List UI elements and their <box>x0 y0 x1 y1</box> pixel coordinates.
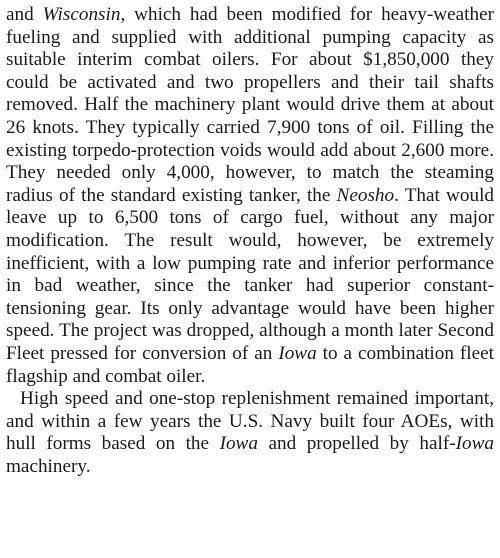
text-segment: , which had been modified for heavy-weather fueling and supplied with additional pumping capacity as suitable interim combat oilers. For about $1,850,000 they could be activated and two propellers and their tail shafts removed. Half the machinery plant would drive them at about 26 knots. They typically carried 7,900 tons of oil. Filling the existing torpedo-protection voids would add about 2,600 more. They needed only 4,000, however, to match the steaming radius of the standard existing tanker, the <box>6 4 494 206</box>
ship-name-iowa: Iowa <box>219 433 258 455</box>
ship-name-iowa: Iowa <box>278 342 317 364</box>
text-segment: and <box>6 4 43 25</box>
ship-name-neosho: Neosho <box>336 184 395 206</box>
text-segment: High speed and one-stop replenishment remained important, and within a few years the U.S. Navy built four AOEs, with hull forms based on the <box>6 388 494 455</box>
ship-name-wisconsin: Wisconsin <box>42 4 121 25</box>
paragraph-2 <box>6 388 494 478</box>
text-segment: . That would leave up to 6,500 tons of cargo fuel, without any major modification. The result would, however, be extremely inefficient, with a low pumping rate and inferior performance in bad weather, since the tanker had superior constant-tensioning gear. Its only advantage would have been higher speed. The project was dropped, although a month later Second Fleet pressed for conversion of an <box>6 184 494 364</box>
body-text <box>6 4 494 478</box>
paragraph-1 <box>6 4 494 388</box>
text-segment: machinery. <box>6 455 91 477</box>
text-segment: and propelled by half- <box>257 433 456 455</box>
ship-name-iowa: Iowa <box>455 433 494 455</box>
text-segment: to a combination fleet flagship and combat oiler. <box>6 342 494 387</box>
